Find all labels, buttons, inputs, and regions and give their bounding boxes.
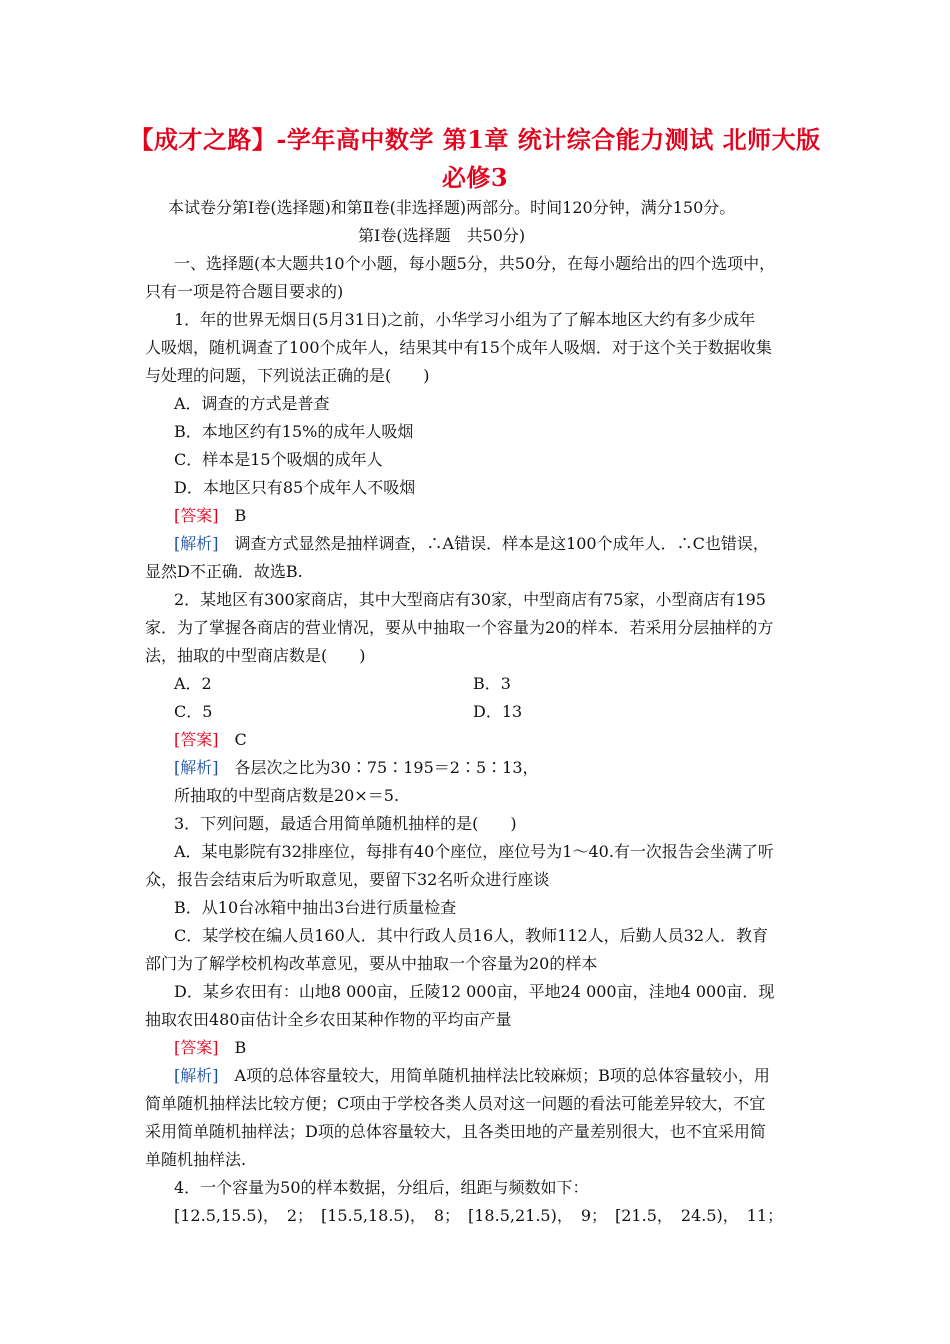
q3-option-c-line2: 部门为了解学校机构改革意见，要从中抽取一个容量为20的样本 bbox=[145, 954, 598, 973]
answer-value: B bbox=[234, 1038, 247, 1057]
section1-instructions: 一、选择题(本大题共10个小题，每小题5分，共50分，在每小题给出的四个选项中， bbox=[174, 254, 776, 273]
explanation-label: [解析] bbox=[174, 758, 219, 777]
answer-value: B bbox=[234, 506, 247, 525]
q2-explanation-line2: 所抽取的中型商店数是20×＝5. bbox=[174, 786, 400, 805]
q1-option-d: D．本地区只有85个成年人不吸烟 bbox=[174, 478, 416, 497]
q3-explanation-line2: 简单随机抽样法比较方便；C项由于学校各类人员对这一问题的看法可能差异较大，不宜 bbox=[145, 1094, 766, 1113]
q2-stem-line3: 法，抽取的中型商店数是( ) bbox=[145, 646, 366, 665]
q3-explanation-line1 bbox=[174, 1066, 770, 1086]
q3-explanation-line4: 单随机抽样法. bbox=[145, 1150, 247, 1169]
answer-label: [答案] bbox=[174, 506, 219, 525]
q1-stem-line1: 1．年的世界无烟日(5月31日)之前，小华学习小组为了了解本地区大约有多少成年 bbox=[174, 310, 756, 329]
q2-answer bbox=[174, 730, 247, 750]
q1-stem-line3: 与处理的问题，下列说法正确的是( ) bbox=[145, 366, 430, 385]
q4-data-line: [12.5,15.5)， 2； [15.5,18.5)， 8； [18.5,21.5)， 9； [21.5， 24.5)， 11； bbox=[174, 1206, 784, 1225]
q1-stem-line2: 人吸烟，随机调查了100个成年人，结果其中有15个成年人吸烟．对于这个关于数据收集 bbox=[145, 338, 772, 357]
q3-answer bbox=[174, 1038, 246, 1058]
answer-label: [答案] bbox=[174, 730, 219, 749]
explanation-text: 调查方式显然是抽样调查，∴A错误．样本是这100个成年人．∴C也错误， bbox=[234, 534, 769, 553]
q3-option-a-line1: A．某电影院有32排座位，每排有40个座位，座位号为1～40.有一次报告会坐满了听 bbox=[174, 842, 774, 861]
q1-option-b: B．本地区约有15%的成年人吸烟 bbox=[174, 422, 414, 441]
q3-stem: 3．下列问题，最适合用简单随机抽样的是( ) bbox=[174, 814, 517, 833]
q3-option-d-line1: D．某乡农田有：山地8 000亩，丘陵12 000亩，平地24 000亩，洼地4 000亩．现 bbox=[174, 982, 775, 1001]
q2-stem-line1: 2．某地区有300家商店，其中大型商店有30家，中型商店有75家，小型商店有195 bbox=[174, 590, 766, 609]
explanation-text: A项的总体容量较大，用简单随机抽样法比较麻烦；B项的总体容量较小，用 bbox=[234, 1066, 770, 1085]
document-title-line2: 必修3 bbox=[441, 163, 509, 192]
section1-instructions-cont: 只有一项是符合题目要求的) bbox=[145, 282, 344, 301]
q3-option-d-line2: 抽取农田480亩估计全乡农田某种作物的平均亩产量 bbox=[145, 1010, 512, 1029]
q2-option-a: A．2 bbox=[174, 674, 212, 693]
document-title-line1: 【成才之路】-学年高中数学 第1章 统计综合能力测试 北师大版 bbox=[129, 125, 821, 154]
q4-stem: 4．一个容量为50的样本数据，分组后，组距与频数如下： bbox=[174, 1178, 589, 1197]
answer-value: C bbox=[234, 730, 247, 749]
explanation-text: 各层次之比为30∶75∶195＝2∶5∶13， bbox=[234, 758, 539, 777]
q1-option-c: C．样本是15个吸烟的成年人 bbox=[174, 450, 383, 469]
q2-option-d: D．13 bbox=[473, 702, 523, 721]
explanation-label: [解析] bbox=[174, 1066, 219, 1085]
q3-option-a-line2: 众，报告会结束后为听取意见，要留下32名听众进行座谈 bbox=[145, 870, 550, 889]
q1-option-a: A．调查的方式是普查 bbox=[174, 394, 330, 413]
q3-option-c-line1: C．某学校在编人员160人．其中行政人员16人，教师112人，后勤人员32人．教育 bbox=[174, 926, 769, 945]
q3-explanation-line3: 采用简单随机抽样法；D项的总体容量较大，且各类田地的产量差别很大，也不宜采用简 bbox=[145, 1122, 766, 1141]
q1-explanation-line1 bbox=[174, 534, 769, 554]
q2-option-c: C．5 bbox=[174, 702, 213, 721]
q3-option-b: B．从10台冰箱中抽出3台进行质量检查 bbox=[174, 898, 457, 917]
q1-explanation-line2: 显然D不正确．故选B. bbox=[145, 562, 303, 581]
answer-label: [答案] bbox=[174, 1038, 219, 1057]
q2-stem-line2: 家．为了掌握各商店的营业情况，要从中抽取一个容量为20的样本．若采用分层抽样的方 bbox=[145, 618, 774, 637]
q2-explanation-line1 bbox=[174, 758, 539, 778]
explanation-label: [解析] bbox=[174, 534, 219, 553]
exam-description: 本试卷分第Ⅰ卷(选择题)和第Ⅱ卷(非选择题)两部分。时间120分钟，满分150分。 bbox=[168, 198, 736, 217]
q2-option-b: B．3 bbox=[473, 674, 511, 693]
q1-answer bbox=[174, 506, 246, 526]
part1-heading: 第Ⅰ卷(选择题 共50分) bbox=[358, 226, 526, 245]
